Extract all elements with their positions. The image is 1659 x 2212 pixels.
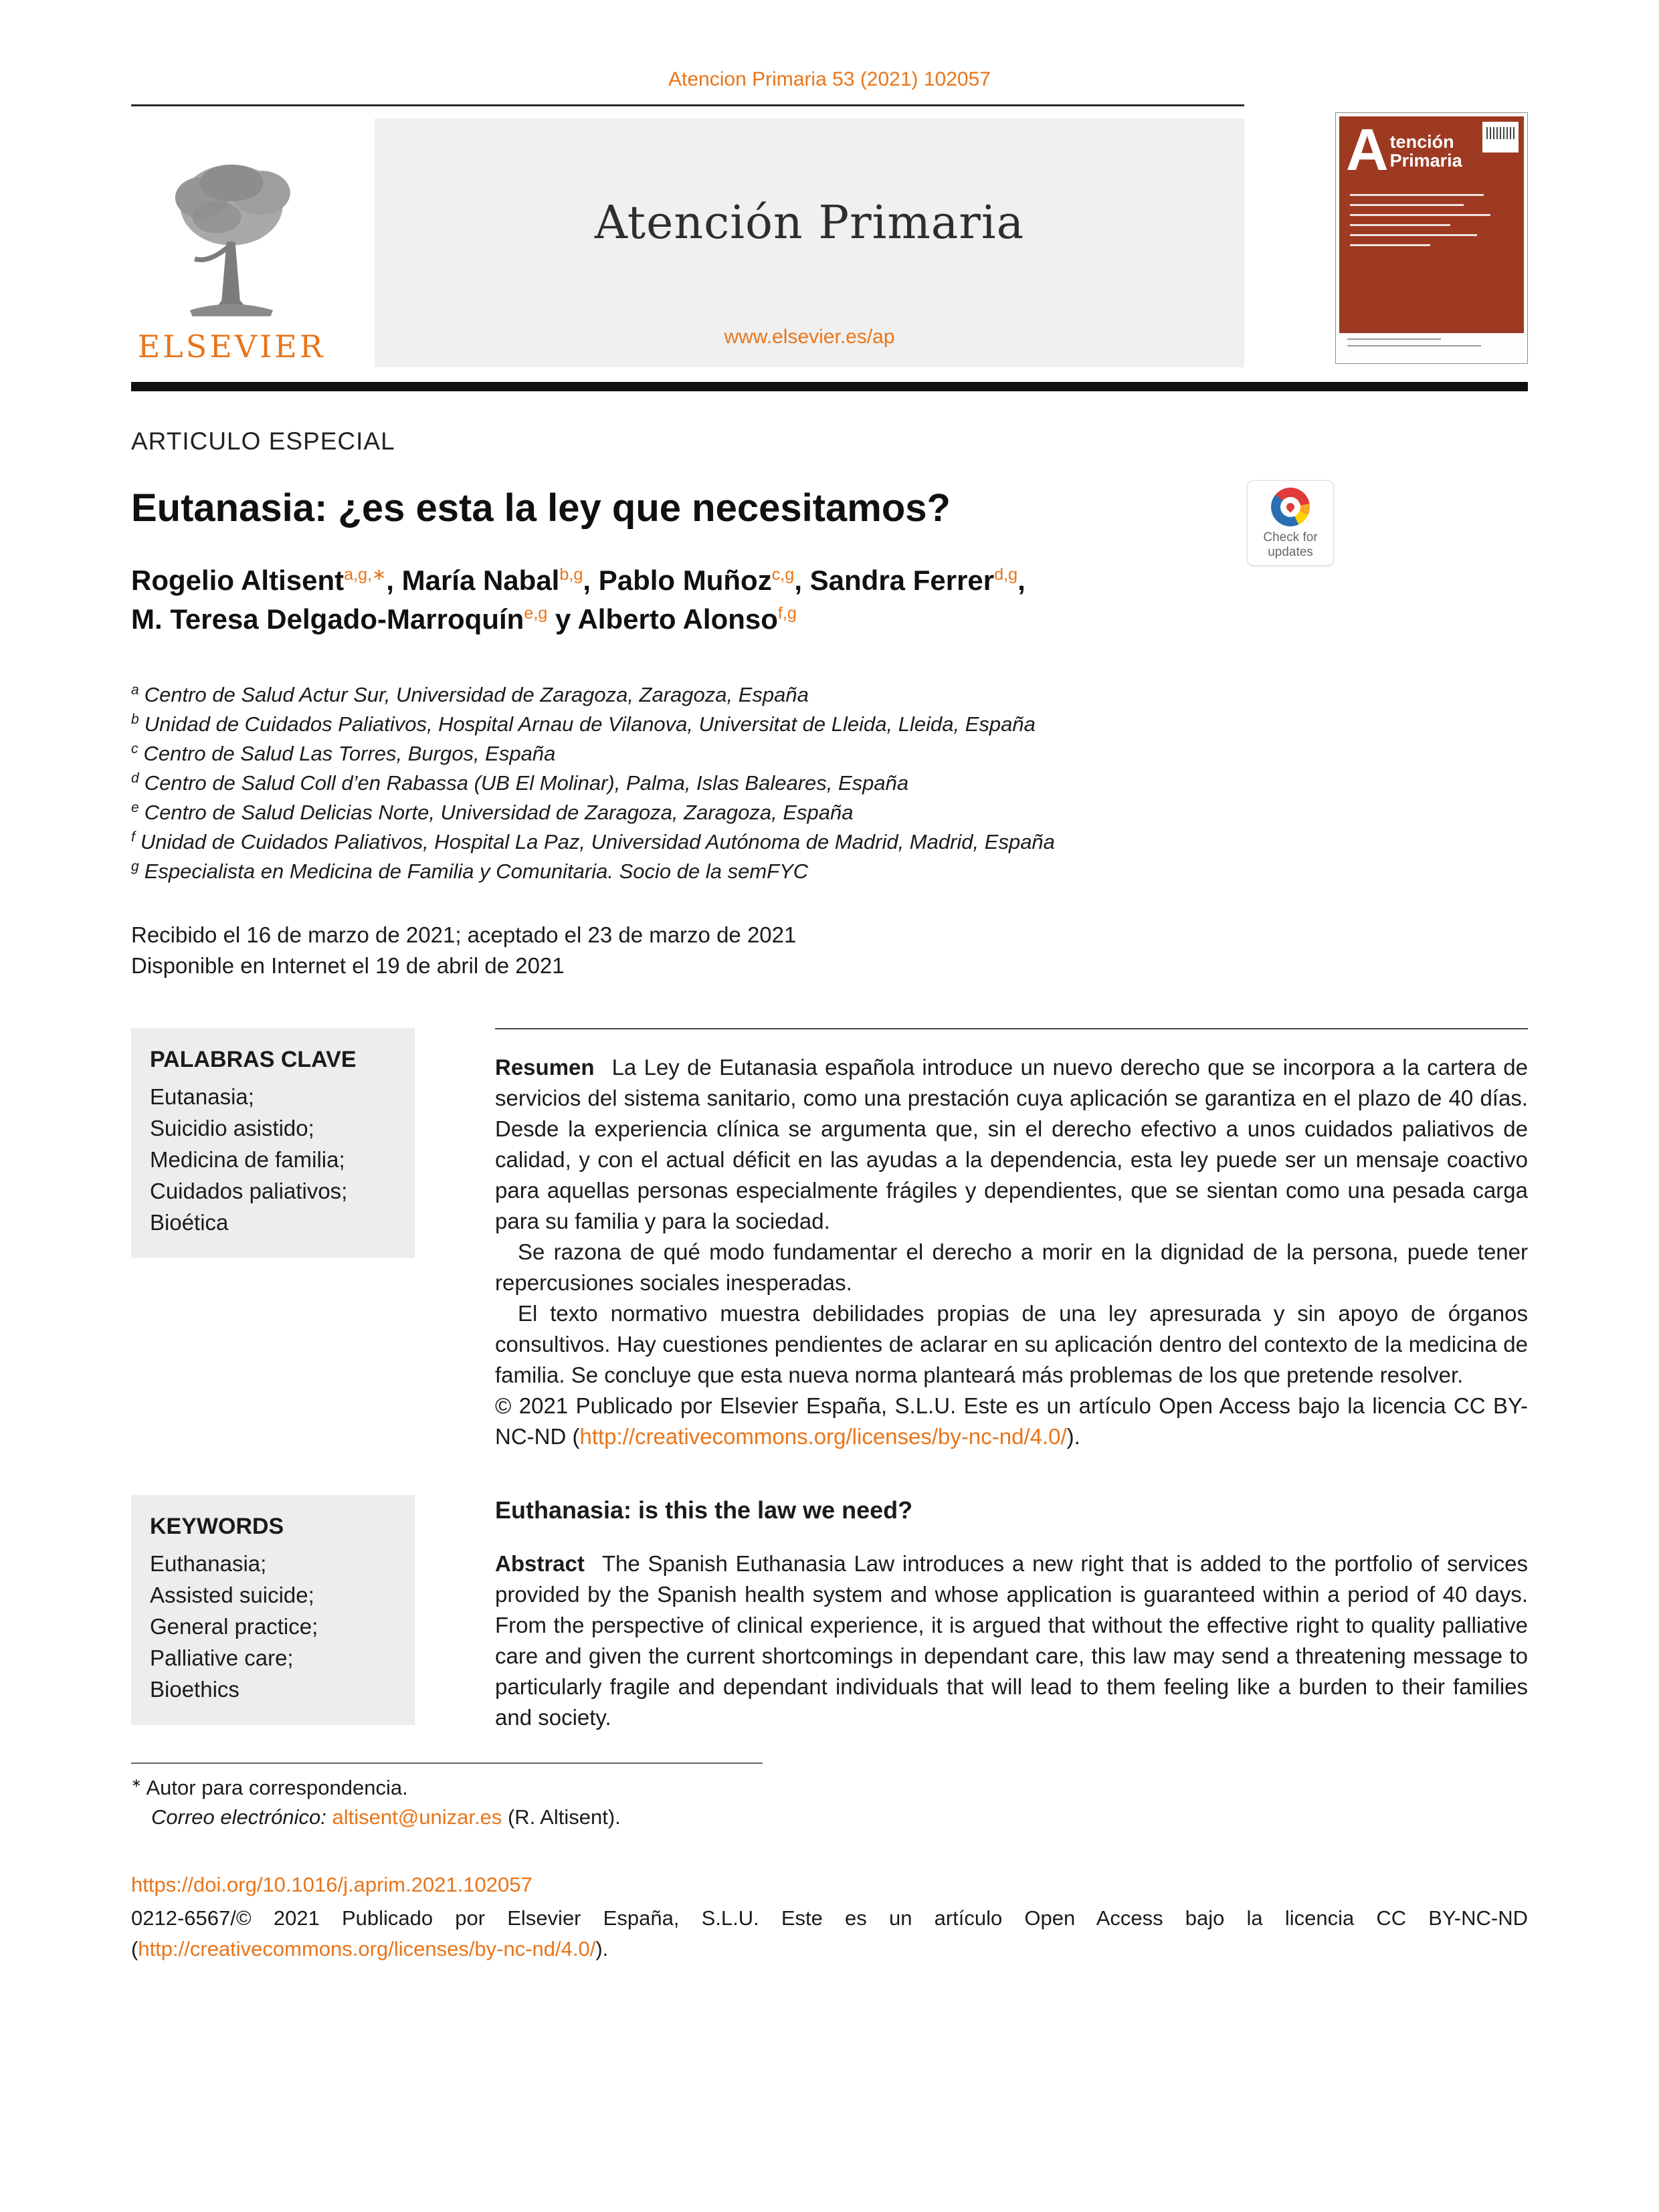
affiliations xyxy=(131,680,1528,886)
author-superscript: a,g,∗ xyxy=(344,565,387,584)
cover-barcode-box xyxy=(1482,122,1519,153)
author-name: Rogelio Altisent$^{a,g,∗}$, xyxy=(131,565,402,596)
doi-link[interactable]: https://doi.org/10.1016/j.aprim.2021.102057 xyxy=(131,1873,532,1896)
author-superscript: f,g xyxy=(777,604,797,623)
resumen-label: Resumen xyxy=(495,1055,595,1080)
affiliation-superscript: d xyxy=(131,770,139,786)
keyword-item: Euthanasia; xyxy=(150,1551,267,1576)
cover-barcode xyxy=(1486,127,1515,139)
cover-footer-strip xyxy=(1339,333,1524,360)
resumen-copyright: © 2021 Publicado por Elsevier España, S.L.U. Este es un artículo Open Access bajo la licencia CC BY-NC-ND (http://creativecommons.org/licenses/by-nc-nd/4.0/). xyxy=(495,1393,1528,1449)
author-name: Sandra Ferrer$^{d,g}$, xyxy=(809,565,1026,596)
issn-copyright-line: 0212-6567/© 2021 Publicado por Elsevier España, S.L.U. Este es un artículo Open Access bajo la licencia CC BY-NC-ND (http://creativecommons.org/licenses/by-nc-nd/4.0/). xyxy=(131,1906,1528,1960)
affiliation: $^a$ Centro de Salud Actur Sur, Universidad de Zaragoza, Zaragoza, España xyxy=(131,682,809,706)
keyword-item: Bioethics xyxy=(150,1677,239,1702)
affiliation: $^b$ Unidad de Cuidados Paliativos, Hospital Arnau de Vilanova, Universitat de Lleida, Lleida, España xyxy=(131,711,1036,736)
english-abstract-column xyxy=(495,1495,1528,1733)
section-label: ARTICULO ESPECIAL xyxy=(131,427,395,455)
abstract-section xyxy=(131,1028,1528,1733)
correspondence-email-line: Correo electrónico: altisent@unizar.es (R. Altisent). xyxy=(151,1805,621,1829)
keyword-item: Eutanasia; xyxy=(150,1084,254,1109)
journal-banner xyxy=(375,118,1244,367)
page-footer xyxy=(131,1870,1528,1965)
journal-title: Atención Primaria xyxy=(594,196,1025,249)
author-name: Alberto Alonso$^{f,g}$ xyxy=(577,603,797,635)
palabras-clave-heading: PALABRAS CLAVE xyxy=(150,1047,357,1072)
masthead xyxy=(131,118,1244,367)
cover-word-top: tención xyxy=(1389,132,1454,152)
article-history xyxy=(131,920,1528,981)
license-link[interactable]: http://creativecommons.org/licenses/by-nc-nd/4.0/ xyxy=(579,1424,1067,1449)
affiliation-superscript: f xyxy=(131,829,135,845)
article-title: Eutanasia: ¿es esta la ley que necesitamos? xyxy=(131,486,951,530)
license-link-footer[interactable]: http://creativecommons.org/licenses/by-nc-nd/4.0/ xyxy=(138,1937,596,1960)
elsevier-tree-icon xyxy=(158,151,305,326)
header-rule xyxy=(131,104,1244,106)
footnote-rule xyxy=(131,1763,763,1764)
journal-citation: Atencion Primaria 53 (2021) 102057 xyxy=(668,68,991,90)
affiliation-superscript: g xyxy=(131,858,139,874)
affiliation: $^e$ Centro de Salud Delicias Norte, Universidad de Zaragoza, Zaragoza, España xyxy=(131,799,854,824)
keyword-item: Palliative care; xyxy=(150,1645,294,1670)
keywords-list xyxy=(150,1548,396,1705)
affiliation: $^f$ Unidad de Cuidados Paliativos, Hospital La Paz, Universidad Autónoma de Madrid, Madrid, España xyxy=(131,829,1055,853)
resumen-paragraph-1: Resumen La Ley de Eutanasia española introduce un nuevo derecho que se incorpora a la cartera de servicios del sistema sanitario, como una prestación cuya aplicación se garantiza en el plazo de 40 días. Desde la experiencia clínica se argumenta que, sin el derecho efectivo a unos cuidados paliativos de calidad, y con el actual déficit en las ayudas a la dependencia, esta ley puede ser un mensaje coactivo para aquellas personas especialmente frágiles y dependientes, que se sientan como una pesada carga para su familia y para la sociedad. xyxy=(495,1055,1528,1233)
author-name: Pablo Muñoz$^{c,g}$, xyxy=(598,565,810,596)
affiliation-superscript: b xyxy=(131,711,139,727)
author-name: M. Teresa Delgado-Marroquín$^{e,g}$ y xyxy=(131,603,578,635)
keyword-item: Medicina de familia; xyxy=(150,1147,345,1172)
resumen-column xyxy=(495,1028,1528,1452)
keywords-box xyxy=(131,1495,415,1725)
palabras-clave-box xyxy=(131,1028,415,1258)
resumen-paragraph-3: El texto normativo muestra debilidades propias de una ley apresurada y sin apoyo de órganos consultivos. Hay cuestiones pendientes de aclarar en su aplicación dentro del contexto de la medicina de familia. Se concluye que esta nueva norma planteará más problemas de los que pretende resolver. xyxy=(495,1301,1528,1387)
cover-word-bottom: Primaria xyxy=(1389,150,1462,171)
correspondence-note: ∗ Autor para correspondencia. xyxy=(131,1775,408,1799)
affiliation: $^g$ Especialista en Medicina de Familia y Comunitaria. Socio de la semFYC xyxy=(131,858,809,883)
keyword-item: Assisted suicide; xyxy=(150,1583,314,1607)
keyword-item: Bioética xyxy=(150,1210,229,1235)
email-link[interactable]: altisent@unizar.es xyxy=(332,1805,502,1829)
keyword-item: Suicidio asistido; xyxy=(150,1116,314,1140)
authors-line-1 xyxy=(131,561,1528,600)
affiliation-superscript: e xyxy=(131,799,139,815)
affiliation-superscript: a xyxy=(131,682,139,698)
english-abstract: Abstract The Spanish Euthanasia Law introduces a new right that is added to the portfolio of services provided by the Spanish health system and whose application is guaranteed within a period of 40 days. From the perspective of clinical experience, it is argued that without the effective right to quality palliative care and given the current shortcomings in dependant care, this law may send a threatening message to particularly fragile and dependant individuals that will lead to them feeling like a burden to their families and society. xyxy=(495,1551,1528,1730)
keyword-item: General practice; xyxy=(150,1614,318,1639)
crossmark-icon xyxy=(1271,488,1310,526)
english-title: Euthanasia: is this the law we need? xyxy=(495,1496,913,1524)
journal-url-link[interactable]: www.elsevier.es/ap xyxy=(724,326,895,348)
keyword-item: Cuidados paliativos; xyxy=(150,1179,348,1203)
author-superscript: e,g xyxy=(524,604,548,623)
affiliation-superscript: c xyxy=(131,740,138,757)
elsevier-logo xyxy=(131,118,332,367)
cover-letter-a: A xyxy=(1346,116,1389,183)
palabras-clave-list xyxy=(150,1081,396,1238)
cover-contents-lines xyxy=(1339,194,1524,246)
journal-cover-art xyxy=(1339,116,1524,360)
author-superscript: b,g xyxy=(559,565,583,584)
keywords-heading: KEYWORDS xyxy=(150,1514,284,1539)
journal-cover-thumbnail xyxy=(1335,112,1528,364)
authors-line-2 xyxy=(131,600,1528,639)
affiliation: $^d$ Centro de Salud Coll d’en Rabassa (UB El Molinar), Palma, Islas Baleares, España xyxy=(131,770,909,795)
author-list xyxy=(131,561,1528,639)
affiliation: $^c$ Centro de Salud Las Torres, Burgos, España xyxy=(131,740,556,765)
check-updates-label: Check for updates xyxy=(1263,530,1318,559)
resumen-paragraph-2: Se razona de qué modo fundamentar el derecho a morir en la dignidad de la persona, puede tener repercusiones sociales inesperadas. xyxy=(495,1239,1528,1295)
author-superscript: d,g xyxy=(994,565,1018,584)
check-for-updates-badge[interactable] xyxy=(1247,480,1334,566)
author-superscript: c,g xyxy=(771,565,795,584)
available-date: Disponible en Internet el 19 de abril de 2021 xyxy=(131,953,565,978)
elsevier-wordmark: ELSEVIER xyxy=(137,328,326,365)
author-name: María Nabal$^{b,g}$, xyxy=(401,565,599,596)
received-date: Recibido el 16 de marzo de 2021; aceptado el 23 de marzo de 2021 xyxy=(131,922,797,947)
divider-bar xyxy=(131,382,1528,391)
abstract-label: Abstract xyxy=(495,1551,585,1576)
correspondence-footnote xyxy=(131,1763,867,1832)
